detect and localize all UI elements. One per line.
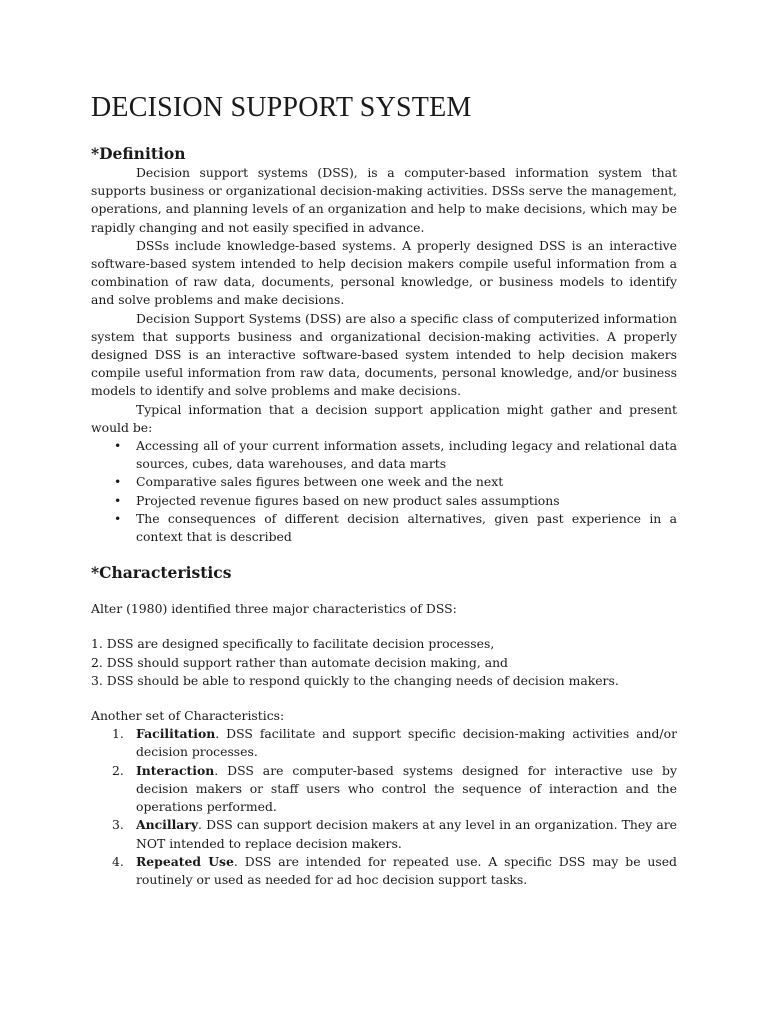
bullet-icon: • [114,510,122,526]
bullet-icon: • [114,474,122,490]
definition-paragraph: Typical information that a decision support application might gather and present would be: [91,401,677,435]
definition-paragraph: Decision support systems (DSS), is a computer-based information system that supports business or organizational decision-making activities. DSSs serve the management, operations, and planning levels of an organization and help to make decisions, which may be rapidly changing and not easily specified in advance. [91,165,677,235]
list-item: • Comparative sales figures between one week and the next [91,473,677,491]
characteristics-heading: *Characteristics [91,563,232,583]
list-item: 1. DSS are designed specifically to facilitate decision processes, [91,636,495,652]
document-title: DECISION SUPPORT SYSTEM [91,92,472,123]
list-item: 2. DSS should support rather than automate decision making, and [91,654,508,670]
another-characteristics-list [91,725,677,889]
list-item: 3. Ancillary. DSS can support decision makers at any level in an organization. They are NOT intended to replace decision makers. [112,817,677,851]
list-item: • The consequences of different decision alternatives, given past experience in a context that is described [114,510,677,545]
bullet-icon: • [114,492,122,508]
definition-heading: *Definition [91,144,186,163]
list-item: 2. Interaction. DSS are computer-based systems designed for interactive use by decision makers or staff users who control the sequence of interaction and the operations performed. [112,762,677,815]
list-item: 1. Facilitation. DSS facilitate and support specific decision-making activities and/or decision processes. [112,726,677,760]
typical-information-list [91,437,677,546]
characteristics-intro: Alter (1980) identified three major characteristics of DSS: [91,601,457,617]
list-item: • Projected revenue figures based on new product sales assumptions [91,492,677,510]
alter-characteristics-list [91,635,677,690]
list-item: 4. Repeated Use. DSS are intended for repeated use. A specific DSS may be used routinely or used as needed for ad hoc decision support tasks. [112,853,677,887]
definition-paragraph: Decision Support Systems (DSS) are also a specific class of computerized information system that supports business and organizational decision-making activities. A properly designed DSS is an interactive software-based system intended to help decision makers compile useful information from raw data, documents, personal knowledge, and/or business models to identify and solve problems and make decisions. [91,310,677,399]
list-item: • Accessing all of your current information assets, including legacy and relational data sources, cubes, data warehouses, and data marts [114,438,677,472]
document-body [91,144,677,889]
definition-paragraph: DSSs include knowledge-based systems. A properly designed DSS is an interactive software-based system intended to help decision makers compile useful information from a combination of raw data, documents, personal knowledge, or business models to identify and solve problems and make decisions. [91,237,677,308]
bullet-icon: • [114,438,122,454]
another-set-label: Another set of Characteristics: [91,708,285,724]
list-item: 3. DSS should be able to respond quickly to the changing needs of decision makers. [91,672,619,688]
